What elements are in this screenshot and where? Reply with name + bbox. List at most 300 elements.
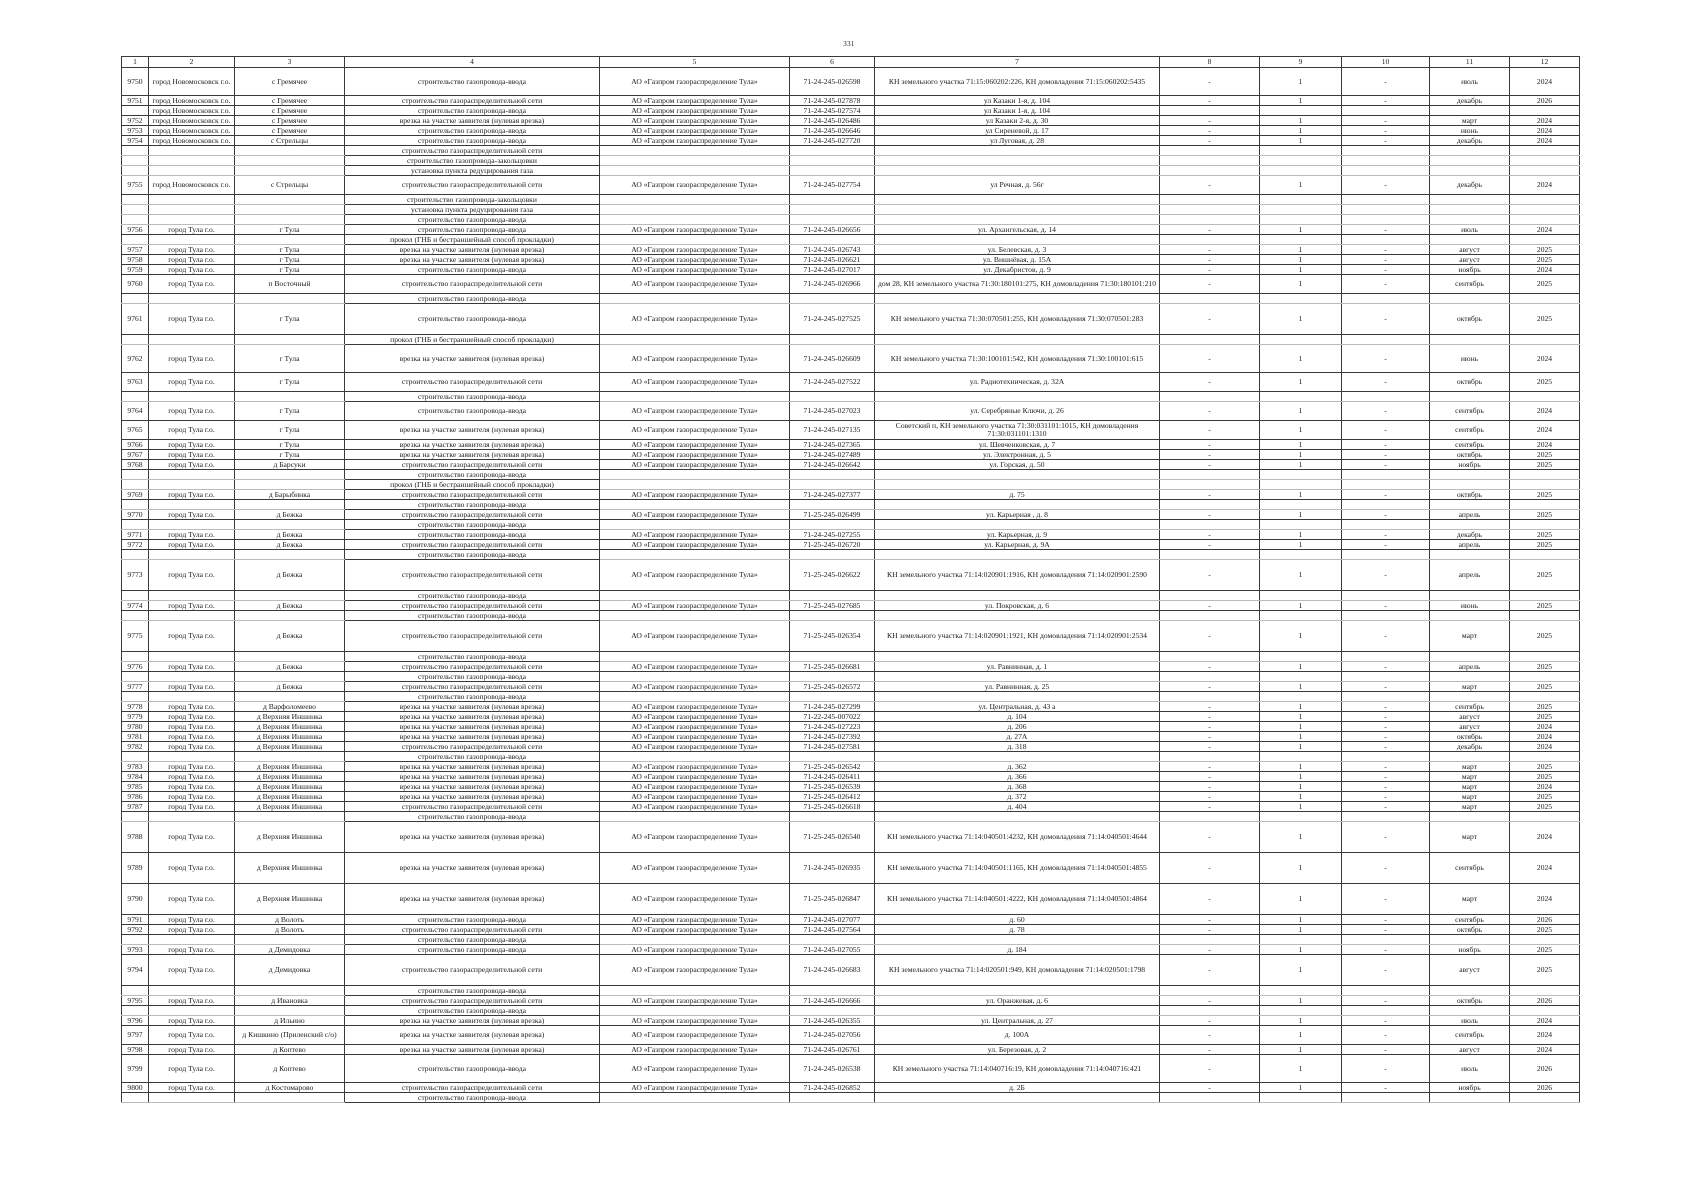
col-9-value-cell: 1 [1260,925,1342,935]
month-cell [1430,195,1510,205]
work-type-cell: строительство газораспределительной сети [345,460,600,470]
municipality-cell [149,1093,235,1103]
contract-number-cell: 71-24-245-026486 [790,116,875,126]
month-cell: июль [1430,1016,1510,1026]
col-10-value-cell [1342,392,1430,402]
col-10-value-cell: - [1342,275,1430,294]
organization-cell: АО «Газпром газораспределение Тула» [600,440,790,450]
col-8-value-cell [1160,106,1260,116]
municipality-cell: город Тула г.о. [149,225,235,235]
col-10-value-cell: - [1342,560,1430,591]
organization-cell [600,470,790,480]
col-9-value-cell: 1 [1260,96,1342,106]
municipality-cell: город Тула г.о. [149,304,235,335]
month-cell: сентябрь [1430,440,1510,450]
municipality-cell [149,500,235,510]
table-row [122,530,1580,540]
col-9-value-cell [1260,195,1342,205]
contract-number-cell: 71-25-245-026539 [790,782,875,792]
work-type-cell: строительство газопровода-ввода [345,402,600,421]
address-cell: ул Казаки 2-я, д. 30 [875,116,1160,126]
row-number-cell [122,294,149,304]
work-type-cell: врезка на участке заявителя (нулевая врезка) [345,822,600,853]
address-cell: ул. Белевская, д. 3 [875,245,1160,255]
table-row [122,712,1580,722]
municipality-cell: город Новомосковск г.о. [149,96,235,106]
month-cell: апрель [1430,662,1510,672]
month-cell: декабрь [1430,96,1510,106]
col-9-value-cell [1260,672,1342,682]
col-10-value-cell: - [1342,662,1430,672]
address-cell [875,166,1160,176]
year-cell [1510,195,1580,205]
municipality-cell: город Тула г.о. [149,530,235,540]
col-10-value-cell: - [1342,732,1430,742]
municipality-cell: город Новомосковск г.о. [149,68,235,96]
col-8-value-cell: - [1160,245,1260,255]
address-cell: КН земельного участка 71:14:020901:1916, КН домовладения 71:14:020901:2590 [875,560,1160,591]
col-9-value-cell [1260,935,1342,945]
col-10-value-cell: - [1342,460,1430,470]
col-8-value-cell [1160,470,1260,480]
settlement-cell: д Верхняя Иншинка [235,712,345,722]
year-cell: 2025 [1510,530,1580,540]
year-cell: 2024 [1510,116,1580,126]
row-number-cell [122,611,149,621]
col-10-value-cell: - [1342,245,1430,255]
year-cell [1510,935,1580,945]
work-type-cell: строительство газораспределительной сети [345,742,600,752]
col-8-value-cell: - [1160,304,1260,335]
settlement-cell: д Верхняя Иншинка [235,762,345,772]
work-type-cell: врезка на участке заявителя (нулевая врезка) [345,782,600,792]
settlement-cell: г Тула [235,402,345,421]
work-type-cell: врезка на участке заявителя (нулевая врезка) [345,1026,600,1045]
settlement-cell [235,692,345,702]
contract-number-cell: 71-25-245-026499 [790,510,875,520]
col-8-value-cell: - [1160,925,1260,935]
municipality-cell: город Тула г.о. [149,345,235,373]
col-10-value-cell: - [1342,490,1430,500]
row-number-cell: 9790 [122,884,149,915]
month-cell: ноябрь [1430,1083,1510,1093]
col-10-value-cell [1342,591,1430,601]
year-cell: 2025 [1510,621,1580,652]
organization-cell: АО «Газпром газораспределение Тула» [600,702,790,712]
month-cell: март [1430,116,1510,126]
month-cell: август [1430,712,1510,722]
row-number-cell [122,986,149,996]
settlement-cell [235,235,345,245]
col-8-value-cell: - [1160,702,1260,712]
year-cell: 2024 [1510,732,1580,742]
col-9-value-cell: 1 [1260,732,1342,742]
work-type-cell: строительство газораспределительной сети [345,176,600,195]
municipality-cell: город Тула г.о. [149,853,235,884]
settlement-cell: д Верхняя Иншинка [235,732,345,742]
year-cell: 2024 [1510,345,1580,373]
row-number-cell [122,752,149,762]
settlement-cell [235,591,345,601]
month-cell: декабрь [1430,176,1510,195]
month-cell: июль [1430,68,1510,96]
contract-number-cell: 71-24-245-027564 [790,925,875,935]
col-10-value-cell [1342,611,1430,621]
col-10-value-cell: - [1342,1016,1430,1026]
year-cell: 2024 [1510,782,1580,792]
col-8-value-cell: - [1160,996,1260,1006]
settlement-cell: г Тула [235,440,345,450]
contract-number-cell: 71-24-245-026683 [790,955,875,986]
address-cell: д. 184 [875,945,1160,955]
table-row [122,945,1580,955]
work-type-cell: строительство газораспределительной сети [345,373,600,392]
municipality-cell: город Тула г.о. [149,373,235,392]
col-9-value-cell: 1 [1260,126,1342,136]
row-number-cell [122,550,149,560]
col-9-value-cell [1260,611,1342,621]
organization-cell [600,392,790,402]
settlement-cell: д Верхняя Иншинка [235,742,345,752]
contract-number-cell: 71-24-245-027754 [790,176,875,195]
table-subrow [122,1006,1580,1016]
settlement-cell: д Верхняя Иншинка [235,884,345,915]
col-9-value-cell: 1 [1260,853,1342,884]
address-cell [875,156,1160,166]
col-10-value-cell: - [1342,402,1430,421]
municipality-cell: город Тула г.о. [149,255,235,265]
year-cell [1510,1093,1580,1103]
organization-cell: АО «Газпром газораспределение Тула» [600,136,790,146]
row-number-cell [122,335,149,345]
row-number-cell [122,500,149,510]
work-type-cell: врезка на участке заявителя (нулевая врезка) [345,702,600,712]
month-cell: ноябрь [1430,460,1510,470]
row-number-cell [122,392,149,402]
settlement-cell [235,812,345,822]
col-9-value-cell: 1 [1260,1026,1342,1045]
month-cell: март [1430,682,1510,692]
organization-cell: АО «Газпром газораспределение Тула» [600,176,790,195]
municipality-cell: город Тула г.о. [149,996,235,1006]
work-type-cell: строительство газораспределительной сети [345,955,600,986]
settlement-cell: п Восточный [235,275,345,294]
year-cell [1510,520,1580,530]
table-subrow [122,591,1580,601]
col-8-value-cell: - [1160,450,1260,460]
address-cell: ул. Радиотехническая, д. 32А [875,373,1160,392]
row-number-cell: 9769 [122,490,149,500]
contract-number-cell: 71-24-245-027878 [790,96,875,106]
table-row [122,126,1580,136]
work-type-cell: врезка на участке заявителя (нулевая врезка) [345,762,600,772]
year-cell: 2025 [1510,373,1580,392]
work-type-cell: врезка на участке заявителя (нулевая врезка) [345,255,600,265]
organization-cell: АО «Газпром газораспределение Тула» [600,601,790,611]
municipality-cell: город Новомосковск г.о. [149,136,235,146]
work-type-cell: строительство газопровода-ввода [345,591,600,601]
contract-number-cell: 71-25-245-026618 [790,802,875,812]
table-subrow [122,986,1580,996]
municipality-cell: город Новомосковск г.о. [149,106,235,116]
organization-cell [600,550,790,560]
col-8-value-cell [1160,335,1260,345]
month-cell: июнь [1430,345,1510,373]
settlement-cell [235,480,345,490]
year-cell: 2025 [1510,712,1580,722]
settlement-cell [235,335,345,345]
organization-cell: АО «Газпром газораспределение Тула» [600,126,790,136]
col-9-value-cell [1260,235,1342,245]
contract-number-cell: 71-24-245-027255 [790,530,875,540]
row-number-cell: 9777 [122,682,149,692]
organization-cell [600,205,790,215]
contract-number-cell [790,500,875,510]
organization-cell: АО «Газпром газораспределение Тула» [600,853,790,884]
work-type-cell: строительство газопровода-закольцовки [345,195,600,205]
organization-cell: АО «Газпром газораспределение Тула» [600,1055,790,1083]
work-type-cell: врезка на участке заявителя (нулевая врезка) [345,116,600,126]
col-10-value-cell [1342,672,1430,682]
work-type-cell: строительство газопровода-ввода [345,520,600,530]
col-8-value-cell: - [1160,792,1260,802]
organization-cell: АО «Газпром газораспределение Тула» [600,822,790,853]
year-cell [1510,692,1580,702]
col-10-value-cell: - [1342,822,1430,853]
table-subrow [122,205,1580,215]
col-10-value-cell: - [1342,304,1430,335]
col-10-value-cell [1342,166,1430,176]
col-9-value-cell [1260,692,1342,702]
work-type-cell: строительство газопровода-ввода [345,530,600,540]
work-type-cell: строительство газораспределительной сети [345,96,600,106]
contract-number-cell [790,146,875,156]
row-number-cell [122,205,149,215]
municipality-cell: город Тула г.о. [149,822,235,853]
month-cell: сентябрь [1430,421,1510,440]
month-cell [1430,392,1510,402]
settlement-cell: д Волоть [235,915,345,925]
row-number-cell: 9795 [122,996,149,1006]
month-cell [1430,106,1510,116]
year-cell: 2024 [1510,68,1580,96]
address-cell [875,195,1160,205]
column-header: 11 [1430,57,1510,68]
year-cell: 2025 [1510,460,1580,470]
work-type-cell: строительство газораспределительной сети [345,601,600,611]
organization-cell [600,591,790,601]
address-cell: КН земельного участка 71:14:040501:4222, КН домовладения 71:14:040501:4864 [875,884,1160,915]
month-cell [1430,1006,1510,1016]
address-cell: ул. Горская, д. 50 [875,460,1160,470]
col-9-value-cell [1260,106,1342,116]
col-9-value-cell [1260,166,1342,176]
row-number-cell [122,692,149,702]
municipality-cell [149,392,235,402]
col-9-value-cell: 1 [1260,712,1342,722]
settlement-cell: д Бежка [235,560,345,591]
table-row [122,822,1580,853]
contract-number-cell: 71-22-245-007022 [790,712,875,722]
settlement-cell [235,1093,345,1103]
row-number-cell: 9799 [122,1055,149,1083]
work-type-cell: строительство газопровода-ввода [345,392,600,402]
settlement-cell: г Тула [235,304,345,335]
row-number-cell: 9785 [122,782,149,792]
year-cell: 2025 [1510,450,1580,460]
col-10-value-cell: - [1342,1055,1430,1083]
row-number-cell [122,672,149,682]
col-9-value-cell: 1 [1260,1045,1342,1055]
contract-number-cell [790,480,875,490]
col-9-value-cell: 1 [1260,345,1342,373]
year-cell [1510,550,1580,560]
contract-number-cell: 71-25-245-026412 [790,792,875,802]
table-row [122,792,1580,802]
organization-cell [600,692,790,702]
settlement-cell: д Демидовка [235,945,345,955]
contract-number-cell [790,935,875,945]
organization-cell: АО «Газпром газораспределение Тула» [600,762,790,772]
year-cell: 2025 [1510,772,1580,782]
month-cell: октябрь [1430,996,1510,1006]
col-8-value-cell: - [1160,621,1260,652]
col-9-value-cell: 1 [1260,68,1342,96]
row-number-cell [122,652,149,662]
month-cell: апрель [1430,560,1510,591]
address-cell: ул Сиреневой, д. 17 [875,126,1160,136]
col-10-value-cell: - [1342,510,1430,520]
municipality-cell [149,752,235,762]
contract-number-cell: 71-25-245-026354 [790,621,875,652]
year-cell: 2025 [1510,955,1580,986]
settlement-cell [235,1006,345,1016]
table-row [122,1016,1580,1026]
work-type-cell: врезка на участке заявителя (нулевая врезка) [345,1016,600,1026]
municipality-cell: город Тула г.о. [149,402,235,421]
col-8-value-cell: - [1160,530,1260,540]
col-10-value-cell [1342,470,1430,480]
work-type-cell: установка пункта редуцирования газа [345,166,600,176]
month-cell [1430,752,1510,762]
row-number-cell: 9791 [122,915,149,925]
work-type-cell: строительство газопровода-ввода [345,215,600,225]
col-8-value-cell: - [1160,772,1260,782]
year-cell: 2024 [1510,126,1580,136]
year-cell: 2024 [1510,884,1580,915]
month-cell [1430,205,1510,215]
row-number-cell: 9781 [122,732,149,742]
table-row [122,275,1580,294]
col-10-value-cell [1342,195,1430,205]
contract-number-cell [790,692,875,702]
settlement-cell [235,520,345,530]
row-number-cell: 9786 [122,792,149,802]
table-row [122,884,1580,915]
municipality-cell: город Тула г.о. [149,421,235,440]
address-cell: ул Казаки 1-я, д. 104 [875,106,1160,116]
column-header: 10 [1342,57,1430,68]
year-cell: 2025 [1510,304,1580,335]
col-8-value-cell: - [1160,176,1260,195]
col-10-value-cell: - [1342,955,1430,986]
organization-cell [600,500,790,510]
organization-cell: АО «Газпром газораспределение Тула» [600,106,790,116]
row-number-cell [122,166,149,176]
organization-cell: АО «Газпром газораспределение Тула» [600,1016,790,1026]
contract-number-cell: 71-24-245-027055 [790,945,875,955]
year-cell [1510,146,1580,156]
address-cell: ул. Равнинная, д. 25 [875,682,1160,692]
table-subrow [122,1093,1580,1103]
municipality-cell: город Тула г.о. [149,732,235,742]
contract-number-cell: 71-24-245-027023 [790,402,875,421]
month-cell: март [1430,802,1510,812]
address-cell: дом 28, КН земельного участка 71:30:180101:275, КН домовладения 71:30:180101:210 [875,275,1160,294]
table-row [122,853,1580,884]
year-cell: 2025 [1510,802,1580,812]
table-row [122,621,1580,652]
col-9-value-cell: 1 [1260,136,1342,146]
settlement-cell: д Бежка [235,530,345,540]
col-8-value-cell: - [1160,1045,1260,1055]
table-row [122,450,1580,460]
row-number-cell: 9759 [122,265,149,275]
organization-cell [600,1006,790,1016]
col-9-value-cell: 1 [1260,996,1342,1006]
organization-cell: АО «Газпром газораспределение Тула» [600,915,790,925]
organization-cell: АО «Газпром газораспределение Тула» [600,560,790,591]
table-row [122,68,1580,96]
row-number-cell: 9784 [122,772,149,782]
address-cell: д. 100А [875,1026,1160,1045]
row-number-cell: 9752 [122,116,149,126]
municipality-cell: город Тула г.о. [149,925,235,935]
column-header: 4 [345,57,600,68]
month-cell [1430,520,1510,530]
contract-number-cell [790,652,875,662]
col-9-value-cell: 1 [1260,373,1342,392]
month-cell: июнь [1430,601,1510,611]
organization-cell: АО «Газпром газораспределение Тула» [600,96,790,106]
address-cell: ул Луговая, д. 28 [875,136,1160,146]
organization-cell: АО «Газпром газораспределение Тула» [600,373,790,392]
row-number-cell [122,470,149,480]
contract-number-cell: 71-24-245-027299 [790,702,875,712]
settlement-cell: д Ивановка [235,996,345,1006]
organization-cell: АО «Газпром газораспределение Тула» [600,116,790,126]
col-10-value-cell [1342,812,1430,822]
table-subrow [122,195,1580,205]
year-cell: 2025 [1510,245,1580,255]
contract-number-cell: 71-24-245-026666 [790,996,875,1006]
year-cell [1510,611,1580,621]
settlement-cell [235,166,345,176]
address-cell [875,672,1160,682]
row-number-cell: 9751 [122,96,149,106]
row-number-cell: 9755 [122,176,149,195]
col-8-value-cell [1160,550,1260,560]
col-10-value-cell [1342,550,1430,560]
row-number-cell: 9750 [122,68,149,96]
col-8-value-cell [1160,935,1260,945]
col-9-value-cell: 1 [1260,601,1342,611]
year-cell [1510,335,1580,345]
column-header: 5 [600,57,790,68]
address-cell [875,500,1160,510]
month-cell: март [1430,762,1510,772]
month-cell: август [1430,722,1510,732]
